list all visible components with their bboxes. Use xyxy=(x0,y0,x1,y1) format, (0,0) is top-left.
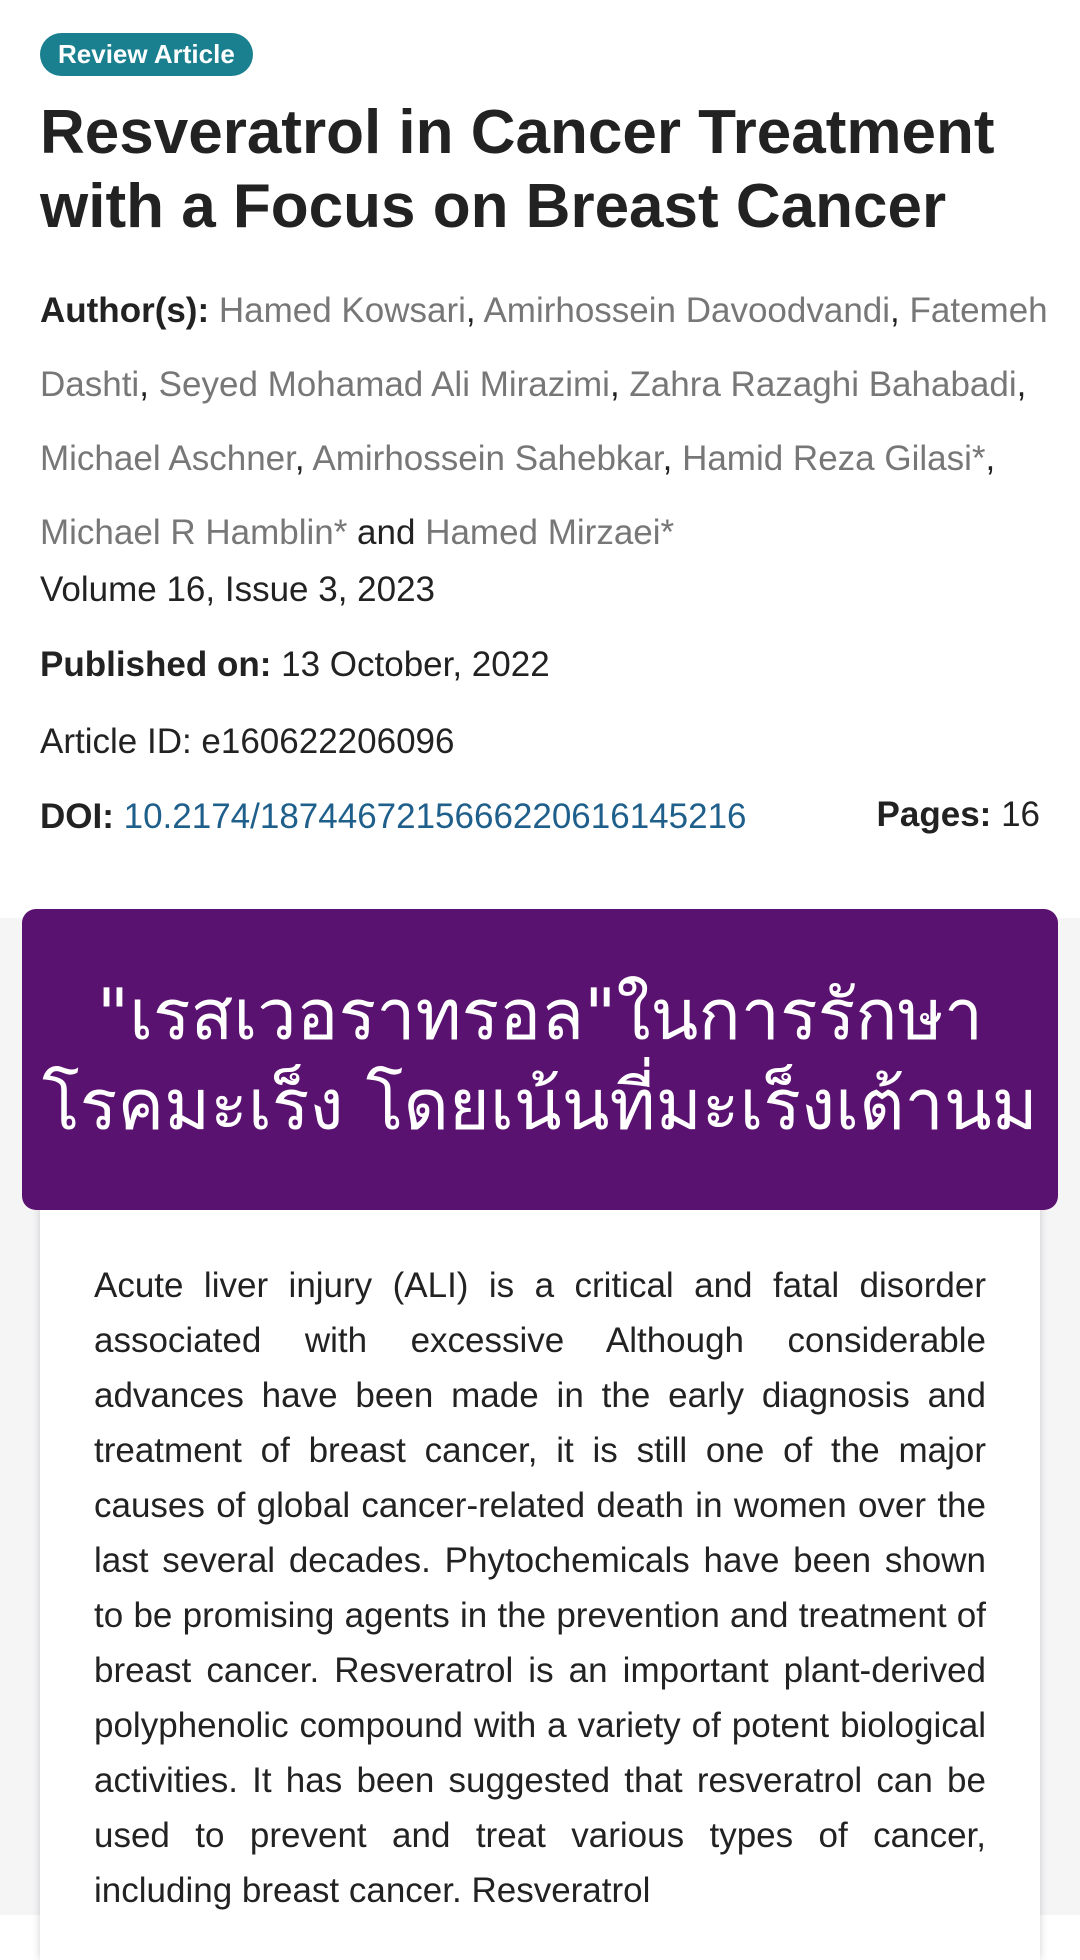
published-label: Published on: xyxy=(40,645,272,684)
author-link[interactable]: Hamed Kowsari xyxy=(218,291,466,330)
pages-count: 16 xyxy=(1001,795,1040,834)
author-separator: , xyxy=(1016,365,1027,404)
article-type-badge[interactable]: Review Article xyxy=(40,33,253,76)
article-title: Resveratrol in Cancer Treatment with a Focus on Breast Cancer xyxy=(40,98,995,241)
pages-info xyxy=(877,795,1040,835)
article-header xyxy=(0,0,1080,918)
author-link[interactable]: Michael Aschner xyxy=(40,439,295,478)
author-link[interactable]: Michael R Hamblin* xyxy=(40,513,348,552)
abstract-text: Acute liver injury (ALI) is a critical and fatal disorder associated with excessive Although considerable advances have been made in the early diagnosis and treatment of breast cancer, it is still one of the major causes of global cancer-related death in women over the last several decades. Phytochemicals have been shown to be promising agents in the prevention and treatment of breast cancer. Resveratrol is an important plant-derived polyphenolic compound with a variety of potent biological activities. It has been suggested that resveratrol can be used to prevent and treat various types of cancer, including breast cancer. Resveratrol xyxy=(94,1266,986,1910)
author-separator: , xyxy=(662,439,683,478)
pages-label: Pages: xyxy=(876,795,992,834)
banner-text: "เรสเวอราทรอล"ในการรักษาโรคมะเร็ง โดยเน้นที่มะเร็งเต้านม xyxy=(42,973,1038,1146)
author-link[interactable]: Amirhossein Sahebkar xyxy=(312,439,663,478)
published-date-line xyxy=(40,643,1050,687)
published-date: 13 October, 2022 xyxy=(281,645,550,684)
doi-line xyxy=(40,795,800,839)
article-id: Article ID: e160622206096 xyxy=(40,722,455,761)
author-separator: , xyxy=(294,439,313,478)
author-separator: , xyxy=(465,291,484,330)
author-link[interactable]: Fatemeh Dashti xyxy=(40,291,1048,404)
author-link[interactable]: Hamid Reza Gilasi* xyxy=(682,439,986,478)
doi-label: DOI: xyxy=(40,797,114,836)
author-separator: and xyxy=(347,513,426,552)
author-separator: , xyxy=(609,365,630,404)
author-list xyxy=(40,274,1050,570)
author-link[interactable]: Hamed Mirzaei* xyxy=(425,513,675,552)
volume-issue: Volume 16, Issue 3, 2023 xyxy=(40,570,435,609)
doi-link[interactable]: 10.2174/1874467215666220616145216 xyxy=(123,797,747,836)
author-link[interactable]: Seyed Mohamad Ali Mirazimi xyxy=(158,365,610,404)
author-link[interactable]: Zahra Razaghi Bahabadi xyxy=(629,365,1017,404)
thai-title-banner xyxy=(22,909,1058,1210)
authors-label: Author(s): xyxy=(40,291,210,330)
author-link[interactable]: Amirhossein Davoodvandi xyxy=(483,291,891,330)
author-links xyxy=(40,291,1048,552)
author-separator: , xyxy=(985,439,996,478)
author-separator: , xyxy=(890,291,910,330)
author-separator: , xyxy=(139,365,159,404)
